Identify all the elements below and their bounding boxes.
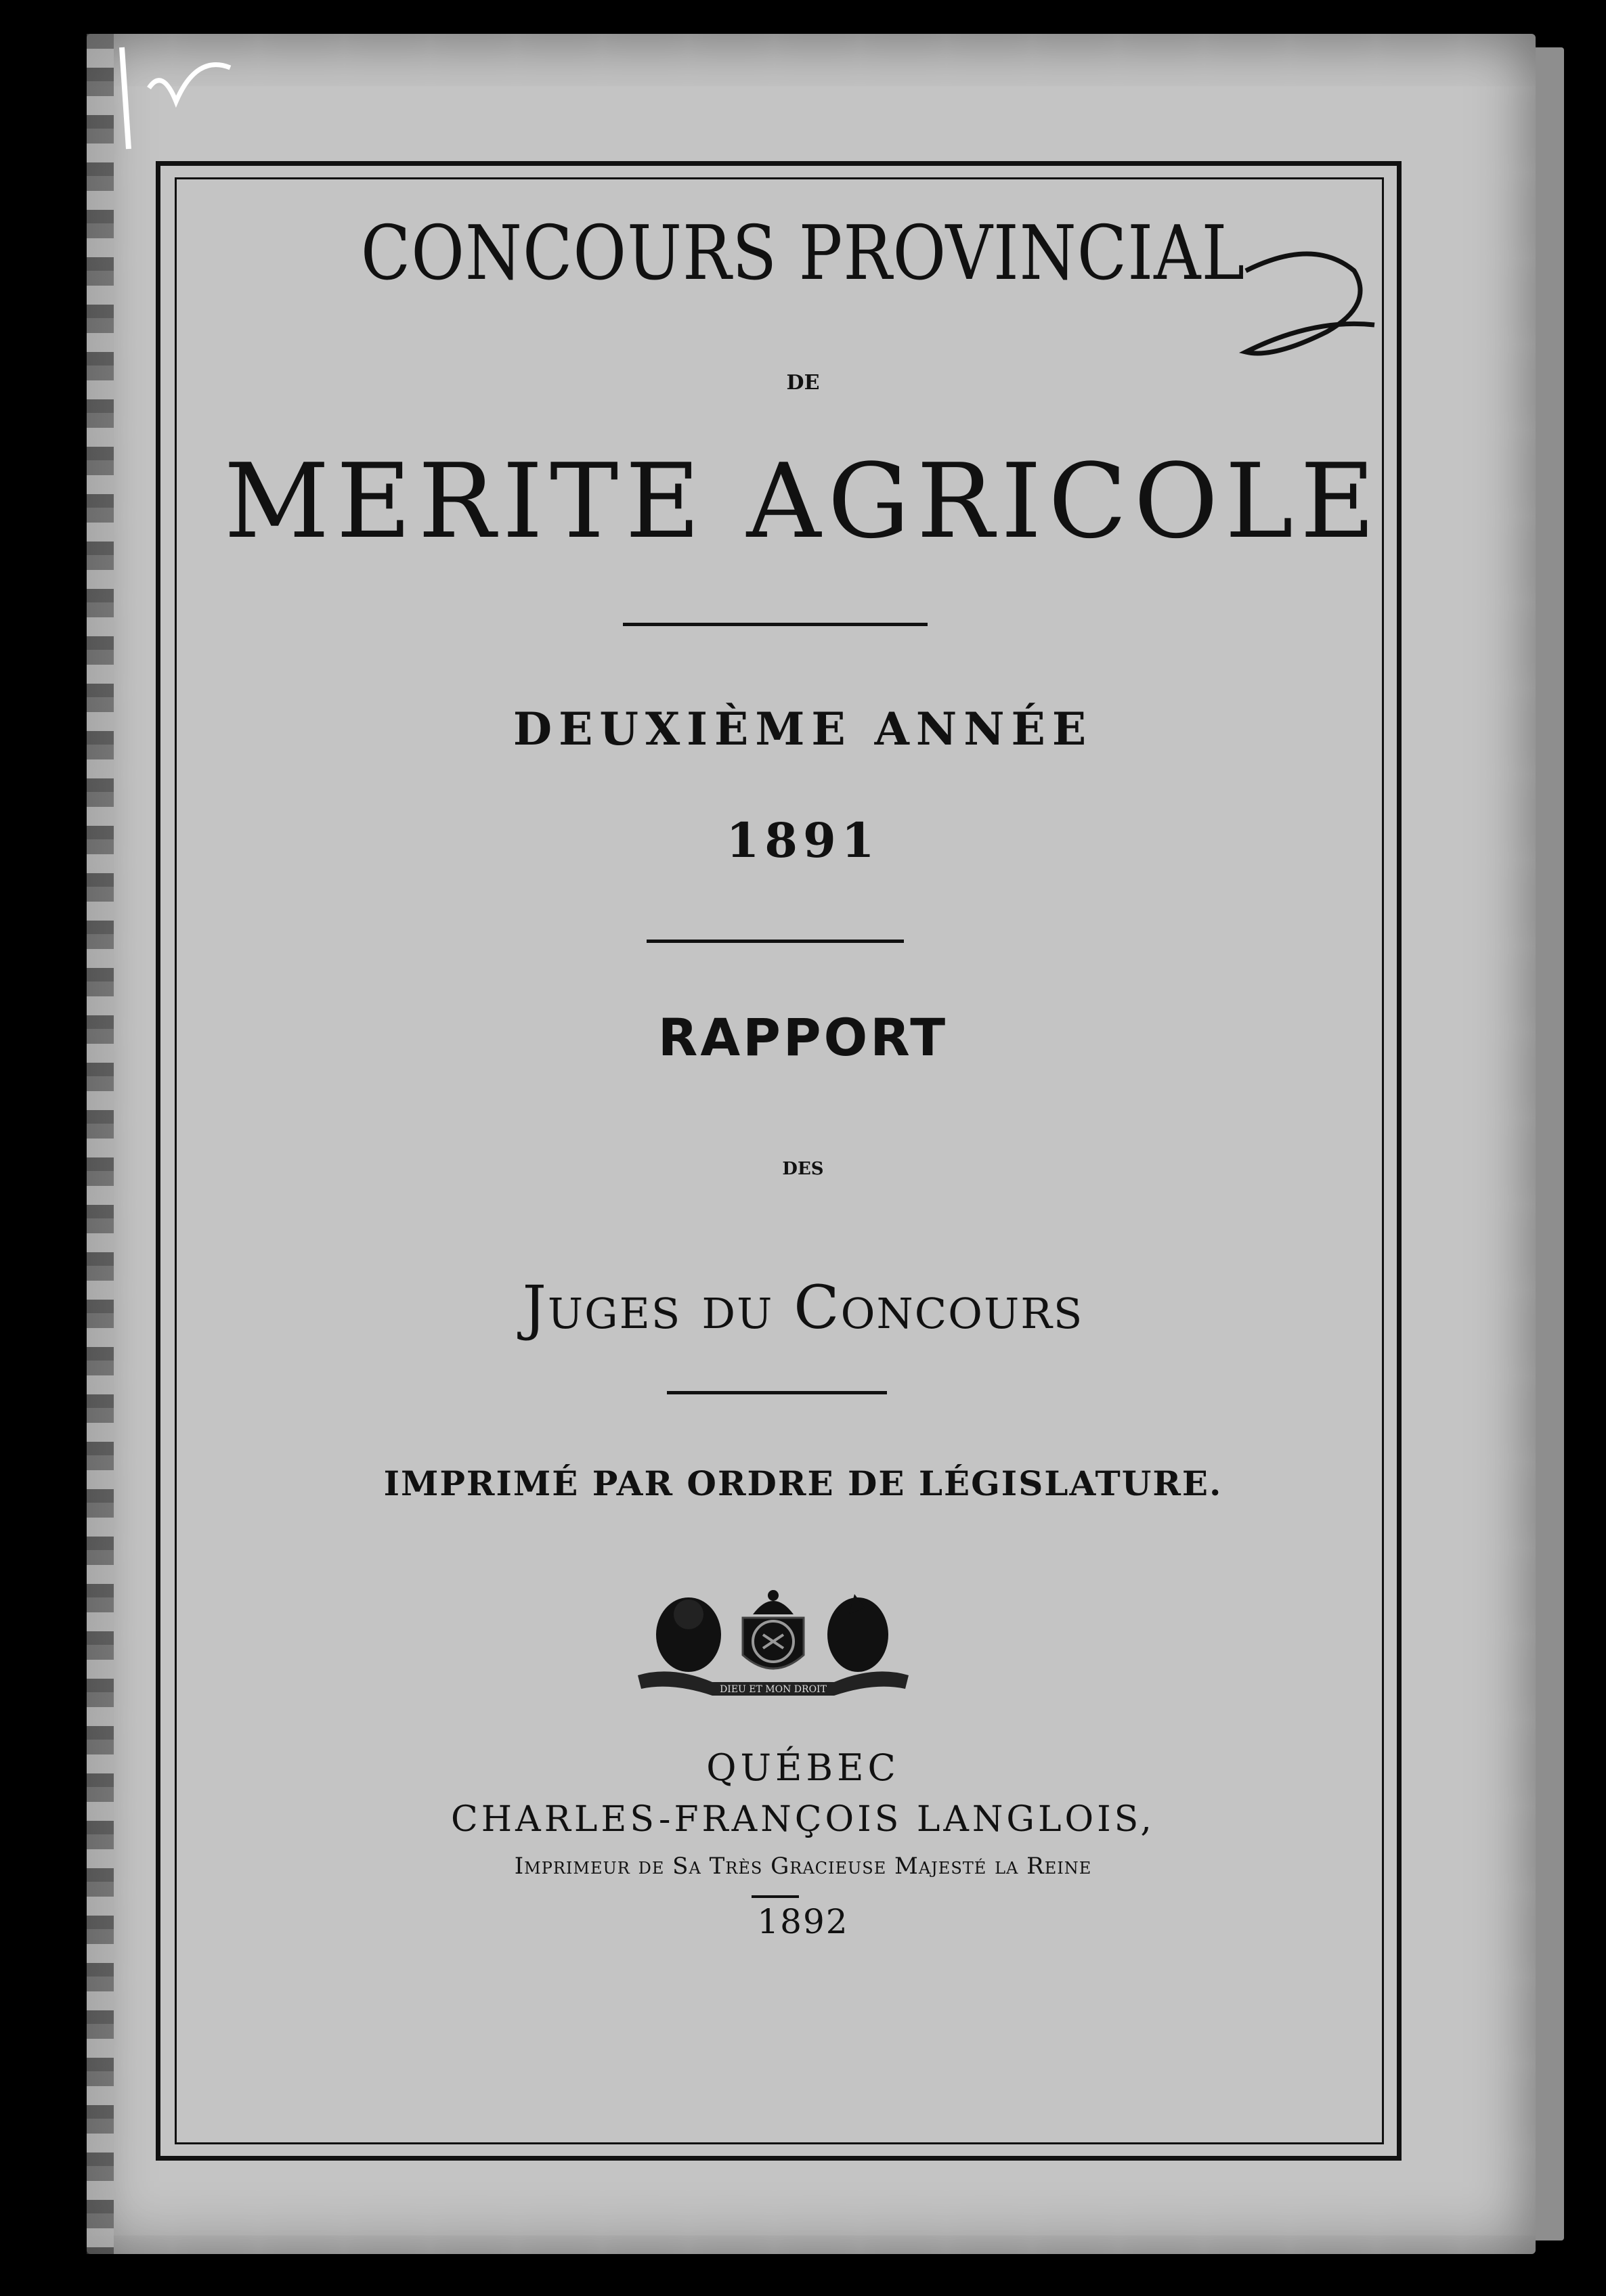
title-line-2: MERITE AGRICOLE [223,441,1383,561]
edition-label: DEUXIÈME ANNÉE [513,703,1093,755]
publisher-year: 1892 [757,1902,849,1941]
publisher-name: CHARLES-FRANÇOIS LANGLOIS, [451,1799,1155,1840]
edition-year: 1891 [726,812,880,868]
divider-1 [623,623,928,626]
handwritten-mark-top-left [102,27,244,162]
report-label: RAPPORT [657,1007,949,1067]
divider-3 [667,1391,887,1394]
coat-of-arms-motto: DIEU ET MON DROIT [720,1684,827,1695]
publisher-title: Imprimeur de Sa Très Gracieuse Majesté la Reine [514,1853,1092,1880]
title-de: DE [786,371,820,395]
report-subject: Juges du Concours [522,1273,1084,1342]
divider-2 [647,940,904,943]
divider-4 [752,1895,799,1898]
imprint-order: IMPRIMÉ PAR ORDRE DE LÉGISLATURE. [383,1463,1223,1503]
report-des: DES [782,1159,824,1179]
royal-coat-of-arms-icon [631,1581,915,1702]
publisher-city: QUÉBEC [706,1746,900,1789]
title-line-1: CONCOURS PROVINCIAL [360,209,1246,297]
